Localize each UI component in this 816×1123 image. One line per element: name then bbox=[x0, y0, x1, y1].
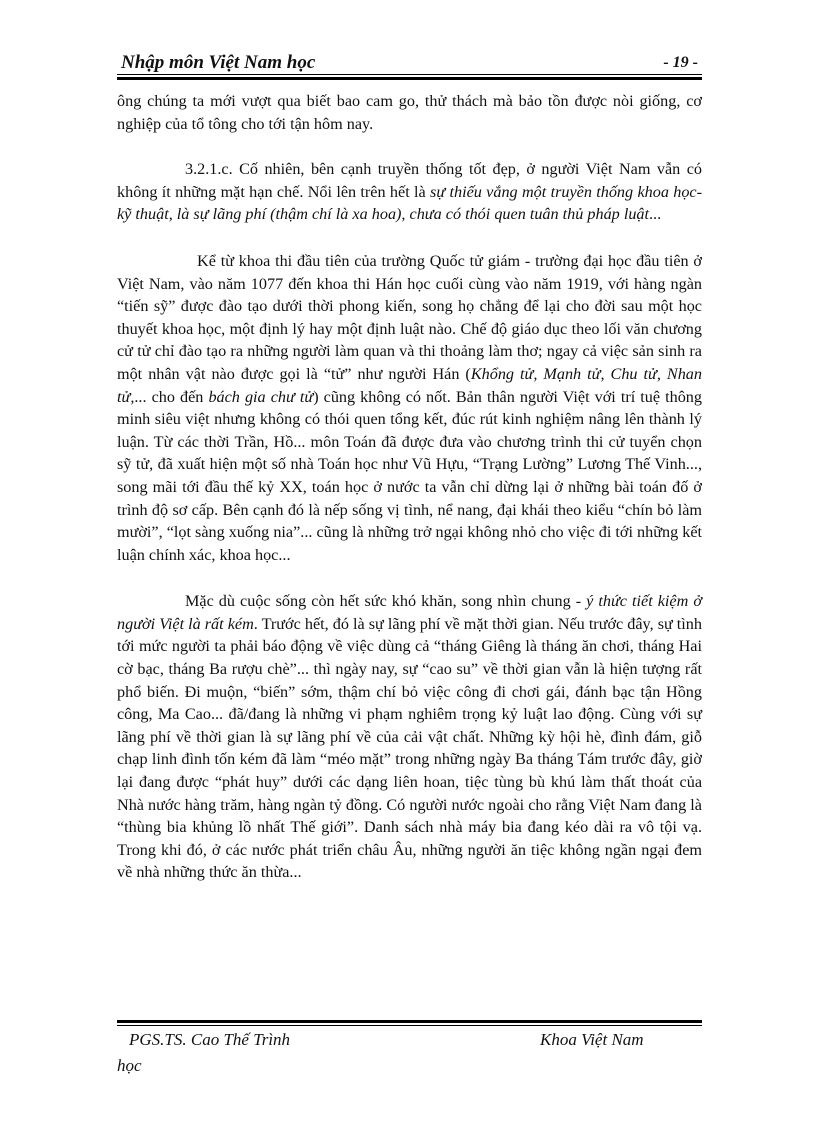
paragraph-4-emphasis: ý thức tiết kiệm ở người Việt là rất kém bbox=[117, 592, 702, 633]
page-number: - 19 - bbox=[663, 54, 698, 71]
footer-author: PGS.TS. Cao Thế Trình bbox=[129, 1030, 291, 1049]
paragraph-1 bbox=[117, 90, 702, 135]
paragraph-4 bbox=[117, 590, 702, 884]
paragraph-4-text-c: . Trước hết, đó là sự lãng phí về mặt thời gian. Nếu trước đây, sự tình tới mức người ta phải báo động về việc dùng cả “tháng Giêng là tháng ăn chơi, tháng Hai cờ bạc, tháng Ba rượu chè”... thì ngày nay, sự “cao su” về thời gian vẫn là hiện tượng rất phổ biến. Đi muộn, “biến” sớm, thậm chí bỏ việc công đi chơi gái, đánh bạc tận Hồng công, Ma Cao... đã/đang là những vi phạm nghiêm trọng kỷ luật lao động. Cùng với sự lãng phí về thời gian là sự lãng phí về của cải vật chất. Những kỳ hội hè, đình đám, giỗ chạp linh đình tốn kém đã làm “méo mặt” trong những ngày Ba tháng Tám trước đây, giờ lại đang được “phát huy” dưới các dạng liên hoan, tiệc tùng bù khú làm thất thoát của Nhà nước hàng trăm, hàng ngàn tỷ đồng. Có người nước ngoài cho rằng Việt Nam đang là “thùng bia khủng lồ nhất Thế giới”. Danh sách nhà máy bia đang kéo dài ra vô tội vạ. Trong khi đó, ở các nước phát triển châu Âu, những người ăn tiệc không ngần ngại đem về nhà những thức ăn thừa... bbox=[117, 614, 702, 882]
paragraph-2-emphasis: sự thiếu vắng một truyền thống khoa học-kỹ thuật, là sự lãng phí (thậm chí là xa hoa), chưa có thói quen tuân thủ pháp luật bbox=[117, 182, 703, 224]
paragraph-4-text-a: Mặc dù cuộc sống còn hết sức khó khăn, song nhìn chung - bbox=[185, 592, 587, 611]
paragraph-3-text-a: Kể từ khoa thi đầu tiên của trường Quốc tử giám - trường đại học đầu tiên ở Việt Nam, vào năm 1077 đến khoa thi Hán học cuối cùng vào năm 1919, với hàng ngàn “tiến sỹ” được đào tạo dưới thời phong kiến, song họ chẳng để lại cho đời sau một học thuyết khoa học, một định lý hay một định luật nào. Chế độ giáo dục theo lối văn chương cử tử chỉ đào tạo ra những người làm quan và thi thoảng làm thơ; ngay cả việc sản sinh ra một nhân vật nào được gọi là “tử” như người Hán ( bbox=[117, 251, 702, 383]
page-header bbox=[117, 48, 702, 78]
footer-department-cont: học bbox=[117, 1056, 142, 1075]
paragraph-3-text-e: ) cũng không có nốt. Bản thân người Việt với trí tuệ thông minh siêu việt nhưng không có thói quen tổng kết, đúc rút kinh nghiệm nâng lên thành lý luận. Từ các thời Trần, Hồ... môn Toán đã được đưa vào chương trình thi cử tuyển chọn sỹ tử, đã xuất hiện một số nhà Toán học như Vũ Hựu, “Trạng Lường” Lương Thế Vinh..., song mãi tới đầu thế kỷ XX, toán học ở nước ta vẫn chỉ dừng lại ở những bài toán đố ở trình độ sơ cấp. Bên cạnh đó là nếp sống vị tình, nể nang, đại khái theo kiểu “chín bỏ làm mười”, “lọt sàng xuống nia”... cũng là những trở ngại không nhỏ cho việc đi tới những kết luận chính xác, khoa học... bbox=[117, 387, 702, 564]
header-title: Nhập môn Việt Nam học bbox=[121, 52, 316, 73]
paragraph-3 bbox=[117, 250, 702, 566]
paragraph-2 bbox=[117, 158, 702, 226]
footer-department: Khoa Việt Nam bbox=[540, 1030, 644, 1049]
paragraph-2-ellipsis: ... bbox=[649, 205, 662, 224]
footer-rule bbox=[117, 1020, 702, 1026]
paragraph-1-text: ông chúng ta mới vượt qua biết bao cam go, thử thách mà bảo tồn được nòi giống, cơ nghiệp của tổ tông cho tới tận hôm nay. bbox=[117, 92, 702, 133]
document-body bbox=[117, 90, 702, 884]
paragraph-3-text-c: ... cho đến bbox=[134, 387, 209, 406]
paragraph-3-names: Khổng tử, Mạnh tử, Chu tử, Nhan tử, bbox=[117, 364, 702, 406]
paragraph-2-text: 3.2.1.c. Cố nhiên, bên cạnh truyền thống tốt đẹp, ở người Việt Nam vẫn có không ít những mặt hạn chế. Nổi lên trên hết là bbox=[117, 160, 702, 201]
paragraph-3-bach-gia: bách gia chư tử bbox=[208, 387, 314, 406]
header-rule bbox=[117, 74, 702, 80]
